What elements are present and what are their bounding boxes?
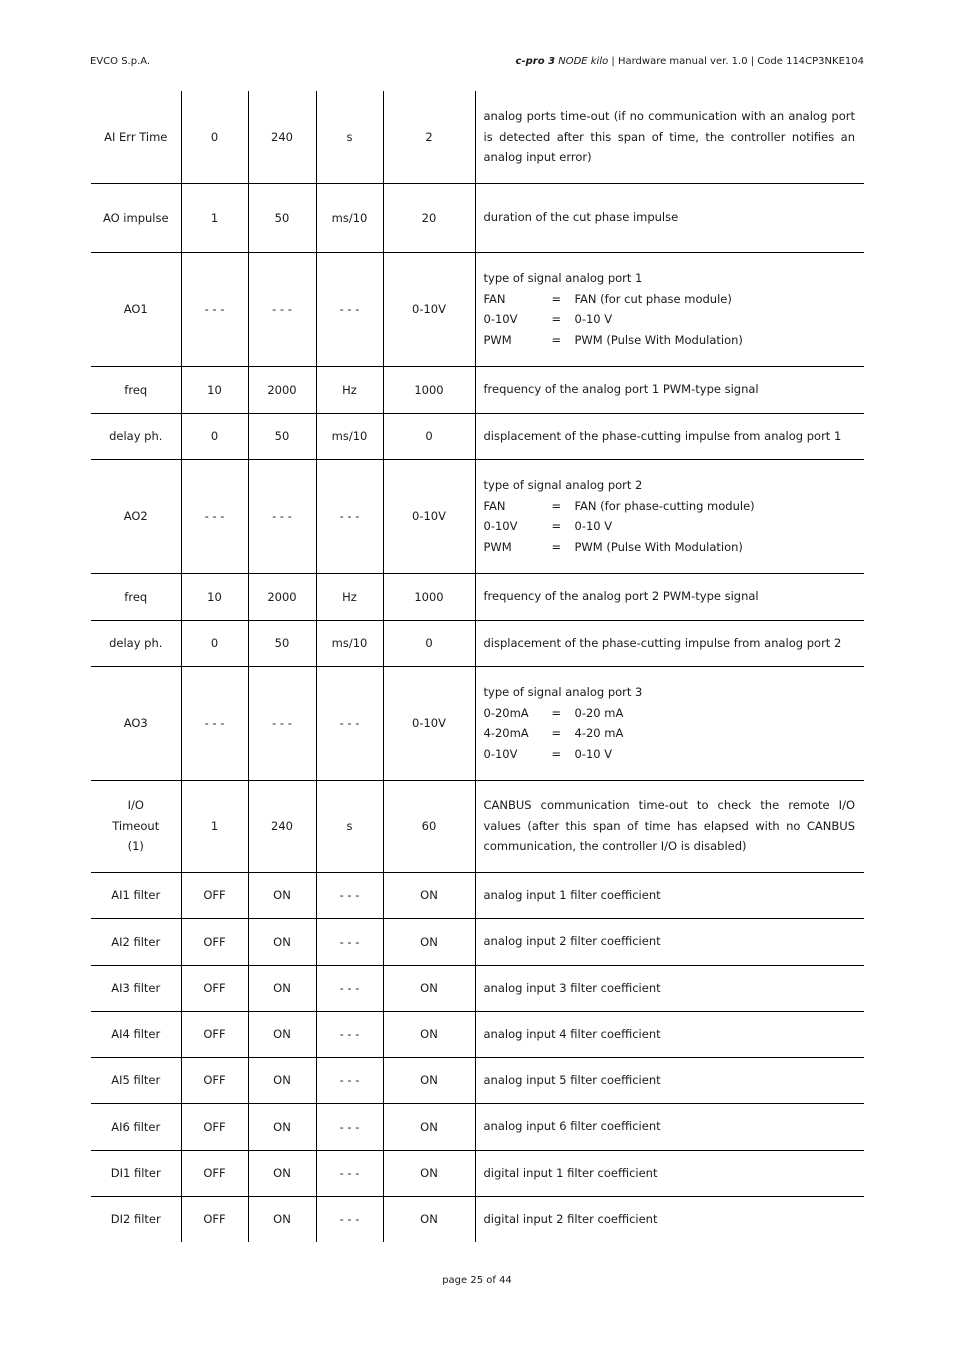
param-description-cell	[475, 573, 864, 620]
param-description-cell	[475, 666, 864, 780]
param-description-cell	[475, 1011, 864, 1057]
table-row	[91, 459, 864, 573]
option-value: 0-20 mA	[574, 705, 624, 720]
param-description-cell	[475, 1196, 864, 1242]
option-line	[484, 330, 856, 351]
param-default-cell	[383, 1103, 475, 1150]
param-default-cell	[383, 1196, 475, 1242]
param-default: 2	[425, 129, 433, 144]
param-max: 2000	[267, 382, 297, 397]
param-description: analog input 2 filter coefficient	[483, 934, 661, 949]
param-name: AI3 filter	[111, 981, 161, 995]
param-max: ON	[273, 888, 291, 902]
param-name-cell	[91, 252, 181, 366]
param-min-cell	[181, 1057, 248, 1103]
param-min-cell	[181, 872, 248, 918]
param-unit-cell	[316, 1196, 383, 1242]
param-unit: ms/10	[331, 210, 368, 225]
param-unit: s	[346, 819, 353, 833]
param-default: ON	[420, 888, 438, 902]
param-max-cell	[248, 872, 316, 918]
param-name-cell	[91, 965, 181, 1011]
param-max-cell	[248, 1150, 316, 1196]
option-key: PWM	[483, 539, 512, 554]
param-unit-cell	[316, 573, 383, 620]
option-line	[484, 309, 856, 330]
param-description-cell	[475, 780, 864, 872]
equals-sign: =	[551, 726, 562, 740]
param-description: analog input 5 filter coefficient	[483, 1072, 661, 1087]
param-max-cell	[248, 780, 316, 872]
param-default: ON	[420, 1073, 438, 1087]
param-unit: - - -	[339, 716, 360, 730]
param-unit-cell	[316, 965, 383, 1011]
company-name: EVCO S.p.A.	[90, 56, 151, 67]
param-description: duration of the cut phase impulse	[483, 210, 679, 225]
param-max-cell	[248, 666, 316, 780]
equals-sign: =	[551, 705, 562, 720]
param-name: DI2 filter	[110, 1212, 161, 1227]
param-max-cell	[248, 459, 316, 573]
param-name-cell	[91, 459, 181, 573]
param-max-cell	[248, 1011, 316, 1057]
param-unit: - - -	[339, 934, 360, 949]
param-max: 240	[271, 129, 293, 144]
param-default: ON	[420, 1166, 438, 1180]
table-row	[91, 252, 864, 366]
param-name-cell	[91, 413, 181, 459]
param-unit: Hz	[342, 382, 357, 397]
product-variant: NODE kilo	[558, 56, 609, 67]
equals-sign: =	[551, 746, 562, 761]
param-description-cell	[475, 918, 864, 965]
param-min: OFF	[203, 1073, 226, 1087]
param-max: ON	[273, 1166, 291, 1180]
param-description-cell	[475, 620, 864, 666]
param-description-cell	[475, 872, 864, 918]
param-min-cell	[181, 918, 248, 965]
param-min: 10	[207, 382, 222, 397]
param-default-cell	[383, 183, 475, 252]
param-max: - - -	[272, 509, 292, 523]
param-description: analog input 4 filter coefficient	[483, 1026, 661, 1041]
product-name: c-pro 3	[515, 56, 556, 67]
param-description-cell	[475, 413, 864, 459]
param-description-cell	[475, 965, 864, 1011]
param-default: ON	[420, 1212, 438, 1227]
param-description: analog input 1 filter coefficient	[483, 887, 661, 902]
option-key: 0-20mA	[483, 705, 529, 720]
table-row	[91, 1011, 864, 1057]
param-max: ON	[273, 981, 291, 995]
param-description: frequency of the analog port 1 PWM-type signal	[483, 382, 759, 397]
table-row	[91, 1150, 864, 1196]
param-max: 50	[274, 636, 290, 650]
param-default-cell	[383, 366, 475, 413]
table-row	[91, 620, 864, 666]
param-name: AO1	[123, 302, 148, 316]
param-unit-cell	[316, 918, 383, 965]
param-min: OFF	[203, 934, 226, 949]
param-default: 60	[421, 819, 437, 833]
parameters-table-body	[91, 91, 864, 1242]
param-name-cell	[91, 666, 181, 780]
param-description-cell	[475, 1057, 864, 1103]
option-line	[484, 703, 856, 724]
param-default-cell	[383, 252, 475, 366]
param-unit-cell	[316, 780, 383, 872]
param-unit-cell	[316, 183, 383, 252]
param-name-cell	[91, 1103, 181, 1150]
param-min-cell	[181, 965, 248, 1011]
param-unit: - - -	[339, 1166, 360, 1180]
param-default-cell	[383, 573, 475, 620]
param-name: AO3	[123, 716, 148, 730]
param-name-cell	[91, 183, 181, 252]
option-value: FAN (for cut phase module)	[574, 291, 732, 306]
param-min-cell	[181, 459, 248, 573]
param-name: AI4 filter	[111, 1027, 161, 1041]
param-default-cell	[383, 1057, 475, 1103]
param-description: analog input 6 filter coefficient	[483, 1119, 661, 1134]
param-min-cell	[181, 366, 248, 413]
param-name-cell	[91, 366, 181, 413]
param-min: 1	[210, 819, 219, 833]
document-title	[516, 56, 864, 67]
param-default: 0-10V	[412, 716, 446, 730]
param-default-cell	[383, 780, 475, 872]
param-name: freq	[124, 382, 148, 397]
param-unit: - - -	[339, 1119, 360, 1134]
param-description: type of signal analog port 1	[483, 271, 643, 285]
param-description: analog ports time-out (if no communication with an analog port is detected after this span of time, the controller notifies an analog input error)	[483, 109, 855, 164]
option-line	[484, 537, 856, 558]
param-unit: - - -	[339, 1073, 360, 1087]
param-default-cell	[383, 965, 475, 1011]
param-max-cell	[248, 918, 316, 965]
param-min-cell	[181, 780, 248, 872]
table-row	[91, 872, 864, 918]
param-default-cell	[383, 872, 475, 918]
param-unit-cell	[316, 366, 383, 413]
param-default: 0-10V	[412, 302, 446, 316]
param-unit: s	[346, 129, 353, 144]
param-default: ON	[420, 934, 438, 949]
param-default: 0	[425, 429, 433, 443]
equals-sign: =	[551, 498, 562, 513]
param-default: 20	[421, 210, 437, 225]
param-name-cell	[91, 91, 181, 183]
param-unit-cell	[316, 413, 383, 459]
table-row	[91, 965, 864, 1011]
option-line	[484, 744, 856, 765]
table-row	[91, 918, 864, 965]
param-name: delay ph.	[109, 636, 163, 650]
param-unit-cell	[316, 91, 383, 183]
param-default: 0	[425, 636, 433, 650]
param-min: - - -	[204, 509, 225, 523]
table-row	[91, 573, 864, 620]
param-description: digital input 2 filter coefficient	[483, 1212, 658, 1226]
param-default-cell	[383, 918, 475, 965]
param-max: ON	[273, 1119, 291, 1134]
param-max: - - -	[272, 716, 292, 730]
param-name: delay ph.	[109, 429, 163, 443]
param-default: 1000	[414, 382, 444, 397]
param-min: OFF	[203, 1119, 226, 1134]
param-max-cell	[248, 91, 316, 183]
param-min-cell	[181, 1196, 248, 1242]
param-unit-cell	[316, 1057, 383, 1103]
param-unit: ms/10	[331, 429, 368, 443]
param-name-cell	[91, 1196, 181, 1242]
option-line	[484, 516, 856, 537]
param-min-cell	[181, 620, 248, 666]
param-unit: - - -	[339, 981, 360, 995]
param-name: AI6 filter	[111, 1119, 161, 1134]
manual-info: | Hardware manual ver. 1.0 | Code 114CP3NKE104	[608, 56, 864, 67]
param-max-cell	[248, 1196, 316, 1242]
param-min-cell	[181, 413, 248, 459]
param-max-cell	[248, 573, 316, 620]
param-min: - - -	[204, 302, 225, 316]
table-row	[91, 183, 864, 252]
param-min-cell	[181, 183, 248, 252]
param-unit: - - -	[339, 509, 360, 523]
option-key: 0-10V	[483, 312, 518, 326]
param-max: ON	[273, 934, 291, 949]
param-max-cell	[248, 252, 316, 366]
param-min: 10	[207, 589, 222, 604]
param-max: 240	[271, 819, 293, 833]
param-default-cell	[383, 1150, 475, 1196]
option-line	[484, 496, 856, 517]
param-description-cell	[475, 91, 864, 183]
param-description: type of signal analog port 2	[483, 478, 643, 492]
page-number: page 25 of 44	[442, 1275, 512, 1286]
param-name-cell	[91, 1057, 181, 1103]
table-row	[91, 1196, 864, 1242]
option-key: FAN	[483, 291, 506, 306]
option-value: PWM (Pulse With Modulation)	[574, 539, 743, 554]
param-name-cell	[91, 780, 181, 872]
param-description-cell	[475, 459, 864, 573]
param-max: 2000	[267, 589, 297, 604]
table-row	[91, 91, 864, 183]
param-description: displacement of the phase-cutting impulse from analog port 1	[483, 428, 842, 443]
param-description-cell	[475, 183, 864, 252]
param-name-cell	[91, 918, 181, 965]
equals-sign: =	[551, 291, 562, 306]
option-value: 0-10 V	[574, 312, 613, 326]
param-name-cell	[91, 620, 181, 666]
param-description: frequency of the analog port 2 PWM-type signal	[483, 589, 759, 604]
option-key: 0-10V	[483, 519, 518, 533]
param-description-cell	[475, 252, 864, 366]
param-max: - - -	[272, 302, 292, 316]
param-unit-cell	[316, 459, 383, 573]
param-max: ON	[273, 1212, 291, 1227]
param-default: ON	[420, 1027, 438, 1041]
param-unit-cell	[316, 252, 383, 366]
param-min: OFF	[203, 981, 226, 995]
option-key: 4-20mA	[483, 726, 529, 740]
param-min: OFF	[203, 1212, 226, 1227]
param-unit-cell	[316, 1150, 383, 1196]
param-name: AI5 filter	[111, 1073, 161, 1087]
param-unit: - - -	[339, 1027, 360, 1041]
param-max: 50	[274, 210, 290, 225]
param-default: ON	[420, 981, 438, 995]
param-name: AI1 filter	[111, 888, 161, 902]
param-min-cell	[181, 573, 248, 620]
param-default-cell	[383, 91, 475, 183]
parameters-table	[91, 91, 864, 1242]
param-unit: - - -	[339, 1212, 360, 1227]
param-min-cell	[181, 252, 248, 366]
param-min-cell	[181, 1150, 248, 1196]
param-min: 1	[210, 210, 219, 225]
param-description: type of signal analog port 3	[483, 685, 643, 699]
option-key: PWM	[483, 332, 512, 347]
param-max-cell	[248, 413, 316, 459]
param-min: - - -	[204, 716, 225, 730]
param-min: OFF	[203, 888, 226, 902]
param-name-cell	[91, 1011, 181, 1057]
option-value: 4-20 mA	[574, 726, 624, 740]
param-unit: - - -	[339, 888, 360, 902]
table-row	[91, 413, 864, 459]
param-unit: ms/10	[331, 636, 368, 650]
option-value: FAN (for phase-cutting module)	[574, 498, 755, 513]
param-unit: Hz	[342, 589, 357, 604]
equals-sign: =	[551, 539, 562, 554]
param-max-cell	[248, 620, 316, 666]
param-default: ON	[420, 1119, 438, 1134]
param-max-cell	[248, 183, 316, 252]
param-max-cell	[248, 1103, 316, 1150]
param-name: freq	[124, 589, 148, 604]
option-value: PWM (Pulse With Modulation)	[574, 332, 743, 347]
param-name-cell	[91, 1150, 181, 1196]
param-name: AO2	[123, 509, 148, 523]
param-description: CANBUS communication time-out to check the remote I/O values (after this span of time has elapsed with no CANBUS communication, the controller I/O is disabled)	[483, 798, 855, 854]
equals-sign: =	[551, 519, 562, 533]
table-row	[91, 780, 864, 872]
param-min: 0	[210, 636, 219, 650]
param-min-cell	[181, 1011, 248, 1057]
param-description: displacement of the phase-cutting impulse from analog port 2	[483, 635, 842, 650]
param-name: AO impulse	[102, 210, 169, 225]
param-min-cell	[181, 91, 248, 183]
param-max: ON	[273, 1027, 291, 1041]
param-min: 0	[210, 429, 219, 443]
param-max: 50	[274, 429, 290, 443]
equals-sign: =	[551, 332, 562, 347]
equals-sign: =	[551, 312, 562, 326]
param-default-cell	[383, 1011, 475, 1057]
param-max: ON	[273, 1073, 291, 1087]
param-name: AI Err Time	[104, 129, 168, 144]
param-description-cell	[475, 366, 864, 413]
table-row	[91, 666, 864, 780]
param-description-cell	[475, 1150, 864, 1196]
param-max-cell	[248, 965, 316, 1011]
param-min: 0	[210, 129, 219, 144]
param-unit-cell	[316, 620, 383, 666]
param-default: 1000	[414, 589, 444, 604]
table-row	[91, 1103, 864, 1150]
param-description: analog input 3 filter coefficient	[483, 980, 661, 995]
param-description-cell	[475, 1103, 864, 1150]
param-min: OFF	[203, 1027, 226, 1041]
table-row	[91, 366, 864, 413]
table-row	[91, 1057, 864, 1103]
param-unit-cell	[316, 1011, 383, 1057]
param-unit-cell	[316, 872, 383, 918]
param-default-cell	[383, 413, 475, 459]
param-name: I/O Timeout (1)	[112, 798, 160, 854]
param-description: digital input 1 filter coefficient	[483, 1165, 658, 1180]
param-default-cell	[383, 459, 475, 573]
param-name: AI2 filter	[111, 934, 161, 949]
option-line	[484, 289, 856, 310]
param-unit-cell	[316, 1103, 383, 1150]
option-key: FAN	[483, 498, 506, 513]
option-value: 0-10 V	[574, 746, 613, 761]
param-max-cell	[248, 366, 316, 413]
param-name-cell	[91, 573, 181, 620]
param-max-cell	[248, 1057, 316, 1103]
param-default-cell	[383, 620, 475, 666]
param-default: 0-10V	[412, 509, 446, 523]
param-min-cell	[181, 1103, 248, 1150]
param-unit: - - -	[339, 302, 360, 316]
option-value: 0-10 V	[574, 519, 613, 533]
option-line	[484, 723, 856, 744]
param-name: DI1 filter	[110, 1166, 161, 1180]
option-key: 0-10V	[483, 746, 518, 761]
param-min: OFF	[203, 1166, 226, 1180]
param-default-cell	[383, 666, 475, 780]
param-name-cell	[91, 872, 181, 918]
param-unit-cell	[316, 666, 383, 780]
param-min-cell	[181, 666, 248, 780]
